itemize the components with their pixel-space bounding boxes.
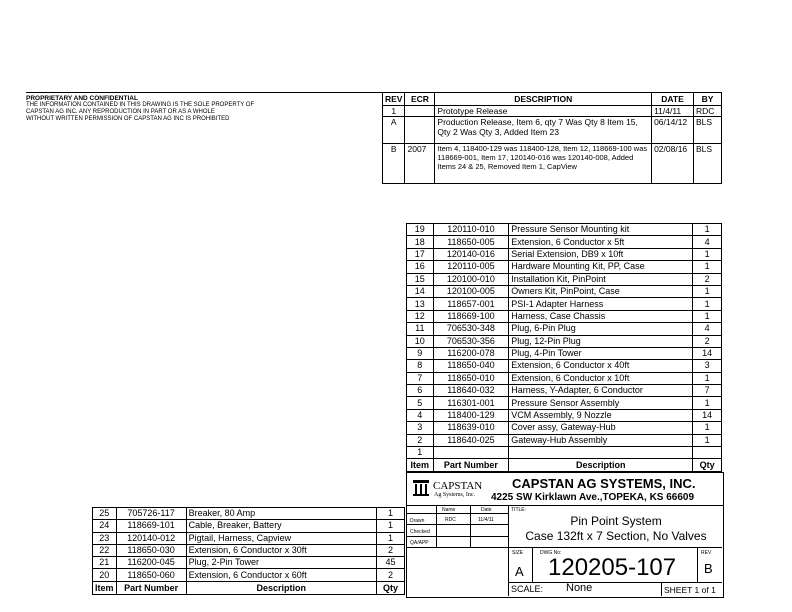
qty-cell: 1 <box>693 248 722 260</box>
part-number-cell: 706530-348 <box>433 323 509 335</box>
description-cell: Cable, Breaker, Battery <box>186 520 376 532</box>
capstan-logo-icon <box>412 478 432 498</box>
bom-row <box>407 385 722 397</box>
logo-subtext: Ag Systems, Inc. <box>434 492 475 498</box>
sign-label: Checked <box>410 529 430 535</box>
part-number-cell: 118650-060 <box>116 569 186 581</box>
desc-cell: Production Release, Item 6, qty 7 Was Qty 8 Item 15, Qty 2 Was Qty 3, Added Item 23 <box>435 117 652 144</box>
rev-cell: A <box>383 117 405 144</box>
item-cell: 7 <box>407 372 434 384</box>
part-number-cell: 120110-010 <box>433 224 509 236</box>
revision-header-row <box>383 93 722 106</box>
item-cell: 12 <box>407 310 434 322</box>
by-header: BY <box>694 93 722 106</box>
bom-row <box>407 298 722 310</box>
description-cell: Plug, 2-Pin Tower <box>186 557 376 569</box>
bom-row <box>407 285 722 297</box>
scale-value: None <box>566 582 593 594</box>
part-number-cell: 116200-078 <box>433 347 509 359</box>
item-cell: 17 <box>407 248 434 260</box>
drawing-title-line2: Case 132ft x 7 Section, No Valves <box>525 529 707 543</box>
drawing-number: 120205-107 <box>548 554 677 581</box>
bom-row <box>407 310 722 322</box>
description-cell: Extension, 6 Conductor x 5ft <box>509 236 693 248</box>
bom-row <box>407 422 722 434</box>
revision-row <box>383 117 722 144</box>
part-number-cell: 120100-005 <box>433 285 509 297</box>
rev-header: REV <box>383 93 405 106</box>
item-cell: 23 <box>93 532 117 544</box>
logo-text: CAPSTAN <box>433 480 483 492</box>
part-number-cell: 118650-040 <box>433 360 509 372</box>
description-cell: Extension, 6 Conductor x 10ft <box>509 372 693 384</box>
bom-row <box>407 248 722 260</box>
bom-header-row <box>407 459 722 472</box>
description-cell: Pressure Sensor Mounting kit <box>509 224 693 236</box>
sheet-value: SHEET 1 of 1 <box>664 585 716 595</box>
drawing-title-line1: Pin Point System <box>570 514 662 528</box>
qty-cell: 14 <box>693 409 722 421</box>
item-cell: 11 <box>407 323 434 335</box>
part-number-cell: 120100-010 <box>433 273 509 285</box>
qty-cell: 1 <box>693 397 722 409</box>
part-number-cell: 118657-001 <box>433 298 509 310</box>
part-number-cell: 118650-030 <box>116 544 186 556</box>
description-cell: Breaker, 80 Amp <box>186 508 376 520</box>
part-number-cell: 116301-001 <box>433 397 509 409</box>
bom-row <box>93 544 405 556</box>
bom-row <box>407 397 722 409</box>
bom-row <box>407 323 722 335</box>
item-cell: 6 <box>407 385 434 397</box>
revision-table <box>382 92 722 184</box>
part-number-cell <box>433 447 509 459</box>
qty-header: Qty <box>693 459 722 472</box>
description-cell: Gateway-Hub Assembly <box>509 434 693 446</box>
proprietary-line: CAPSTAN AG INC. ANY REPRODUCTION IN PART OR AS A WHOLE <box>26 109 215 115</box>
description-cell: Harness, Case Chassis <box>509 310 693 322</box>
description-cell: Plug, 4-Pin Tower <box>509 347 693 359</box>
qty-cell: 14 <box>693 347 722 359</box>
part-number-cell: 118640-032 <box>433 385 509 397</box>
part-number-cell: 118640-025 <box>433 434 509 446</box>
sign-name: RDC <box>445 517 456 523</box>
qty-header: Qty <box>376 581 404 594</box>
description-cell: Owners Kit, PinPoint, Case <box>509 285 693 297</box>
part-number-cell: 120110-005 <box>433 261 509 273</box>
part-number-cell: 706530-356 <box>433 335 509 347</box>
item-cell: 4 <box>407 409 434 421</box>
qty-cell <box>693 447 722 459</box>
bom-row <box>407 447 722 459</box>
qty-cell: 2 <box>376 544 404 556</box>
item-header: Item <box>93 581 117 594</box>
qty-cell: 2 <box>693 273 722 285</box>
description-header: Description <box>509 459 693 472</box>
proprietary-heading: PROPRIETARY AND CONFIDENTIAL <box>26 95 138 102</box>
item-cell: 2 <box>407 434 434 446</box>
part-number-cell: 118400-129 <box>433 409 509 421</box>
qty-cell: 1 <box>693 224 722 236</box>
part-number-cell: 120140-016 <box>433 248 509 260</box>
description-cell: Plug, 12-Pin Plug <box>509 335 693 347</box>
bom-row <box>93 532 405 544</box>
item-cell: 5 <box>407 397 434 409</box>
item-cell: 19 <box>407 224 434 236</box>
capstan-logo <box>412 477 492 501</box>
qty-cell: 1 <box>376 520 404 532</box>
bom-row <box>407 261 722 273</box>
by-cell: RDC <box>694 106 722 117</box>
item-cell: 1 <box>407 447 434 459</box>
desc-cell: Item 4, 118400-129 was 118400-128, Item 12, 118669-100 was 118669-001, Item 17, 120140-016 was 120140-008, Added Items 24 & 25, Removed Item 1, CapView <box>435 144 652 184</box>
qty-cell: 1 <box>693 422 722 434</box>
sign-label: QA/APP <box>410 540 429 546</box>
proprietary-notice <box>26 95 356 123</box>
item-cell: 8 <box>407 360 434 372</box>
bom-secondary-table <box>92 507 405 595</box>
description-cell: Hardware Mounting Kit, PP, Case <box>509 261 693 273</box>
description-cell: Serial Extension, DB9 x 10ft <box>509 248 693 260</box>
item-cell: 24 <box>93 520 117 532</box>
qty-cell: 1 <box>693 285 722 297</box>
sign-label: Drawn <box>410 518 425 524</box>
bom-row <box>93 508 405 520</box>
company-name: CAPSTAN AG SYSTEMS, INC. <box>512 476 696 491</box>
bom-row <box>407 360 722 372</box>
qty-cell: 1 <box>693 434 722 446</box>
desc-cell: Prototype Release <box>435 106 652 117</box>
revision-row <box>383 144 722 184</box>
bom-row <box>407 434 722 446</box>
qty-cell: 7 <box>693 385 722 397</box>
part-number-cell: 705726-117 <box>116 508 186 520</box>
sign-date-header: Date <box>481 507 492 513</box>
item-cell: 22 <box>93 544 117 556</box>
by-cell: BLS <box>694 117 722 144</box>
description-cell: Extension, 6 Conductor x 30ft <box>186 544 376 556</box>
qty-cell: 1 <box>376 508 404 520</box>
by-cell: BLS <box>694 144 722 184</box>
description-cell <box>509 447 693 459</box>
item-cell: 14 <box>407 285 434 297</box>
ecr-header: ECR <box>405 93 435 106</box>
part-number-cell: 118669-100 <box>433 310 509 322</box>
date-cell: 06/14/12 <box>652 117 694 144</box>
description-cell: Pigtail, Harness, Capview <box>186 532 376 544</box>
scale-label: SCALE: <box>511 584 544 594</box>
bom-row <box>407 273 722 285</box>
ecr-cell <box>405 117 435 144</box>
date-cell: 02/08/16 <box>652 144 694 184</box>
size-value: A <box>515 564 524 579</box>
part-number-cell: 116200-045 <box>116 557 186 569</box>
description-cell: Cover assy, Gateway-Hub <box>509 422 693 434</box>
part-number-header: Part Number <box>116 581 186 594</box>
company-address: 4225 SW Kirklawn Ave.,TOPEKA, KS 66609 <box>491 492 695 503</box>
description-cell: PSI-1 Adapter Harness <box>509 298 693 310</box>
qty-cell: 2 <box>693 335 722 347</box>
item-cell: 21 <box>93 557 117 569</box>
item-cell: 15 <box>407 273 434 285</box>
qty-cell: 1 <box>376 532 404 544</box>
size-label: SIZE <box>512 550 524 556</box>
description-cell: Pressure Sensor Assembly <box>509 397 693 409</box>
bom-row <box>93 557 405 569</box>
qty-cell: 1 <box>693 310 722 322</box>
description-cell: Plug, 6-Pin Plug <box>509 323 693 335</box>
qty-cell: 4 <box>693 236 722 248</box>
sign-name-header: Name <box>442 507 456 513</box>
item-cell: 25 <box>93 508 117 520</box>
bom-row <box>93 569 405 581</box>
description-cell: Installation Kit, PinPoint <box>509 273 693 285</box>
rev-cell: 1 <box>383 106 405 117</box>
part-number-cell: 118650-010 <box>433 372 509 384</box>
bom-row <box>407 236 722 248</box>
part-number-cell: 118650-005 <box>433 236 509 248</box>
item-cell: 3 <box>407 422 434 434</box>
qty-cell: 3 <box>693 360 722 372</box>
description-cell: Extension, 6 Conductor x 60ft <box>186 569 376 581</box>
description-cell: VCM Assembly, 9 Nozzle <box>509 409 693 421</box>
item-cell: 10 <box>407 335 434 347</box>
item-cell: 13 <box>407 298 434 310</box>
qty-cell: 1 <box>693 261 722 273</box>
description-cell: Harness, Y-Adapter, 6 Conductor <box>509 385 693 397</box>
ecr-cell <box>405 106 435 117</box>
revision-row <box>383 106 722 117</box>
proprietary-line: WITHOUT WRITTEN PERMISSION OF CAPSTAN AG INC IS PROHIBITED <box>26 116 230 122</box>
item-header: Item <box>407 459 434 472</box>
item-cell: 16 <box>407 261 434 273</box>
date-header: DATE <box>652 93 694 106</box>
ecr-cell: 2007 <box>405 144 435 184</box>
part-number-cell: 120140-012 <box>116 532 186 544</box>
bom-row <box>407 347 722 359</box>
bom-main-table <box>406 223 722 472</box>
top-rule <box>26 92 382 93</box>
part-number-cell: 118639-010 <box>433 422 509 434</box>
qty-cell: 4 <box>693 323 722 335</box>
rev-label: REV <box>701 550 712 556</box>
dwg-label: DWG No: <box>540 550 562 556</box>
part-number-cell: 118669-101 <box>116 520 186 532</box>
rev-cell: B <box>383 144 405 184</box>
bom-row <box>93 520 405 532</box>
qty-cell: 2 <box>376 569 404 581</box>
bom-row <box>407 224 722 236</box>
proprietary-line: THE INFORMATION CONTAINED IN THIS DRAWING IS THE SOLE PROPERTY OF <box>26 102 255 108</box>
date-cell: 11/4/11 <box>652 106 694 117</box>
item-cell: 9 <box>407 347 434 359</box>
rev-value: B <box>704 561 713 576</box>
item-cell: 18 <box>407 236 434 248</box>
qty-cell: 45 <box>376 557 404 569</box>
qty-cell: 1 <box>693 298 722 310</box>
bom-header-row <box>93 581 405 594</box>
item-cell: 20 <box>93 569 117 581</box>
title-label: TITLE: <box>511 507 527 513</box>
description-header: DESCRIPTION <box>435 93 652 106</box>
bom-row <box>407 372 722 384</box>
part-number-header: Part Number <box>433 459 509 472</box>
qty-cell: 1 <box>693 372 722 384</box>
sign-date: 11/4/11 <box>478 517 494 523</box>
bom-row <box>407 409 722 421</box>
description-header: Description <box>186 581 376 594</box>
bom-row <box>407 335 722 347</box>
description-cell: Extension, 6 Conductor x 40ft <box>509 360 693 372</box>
